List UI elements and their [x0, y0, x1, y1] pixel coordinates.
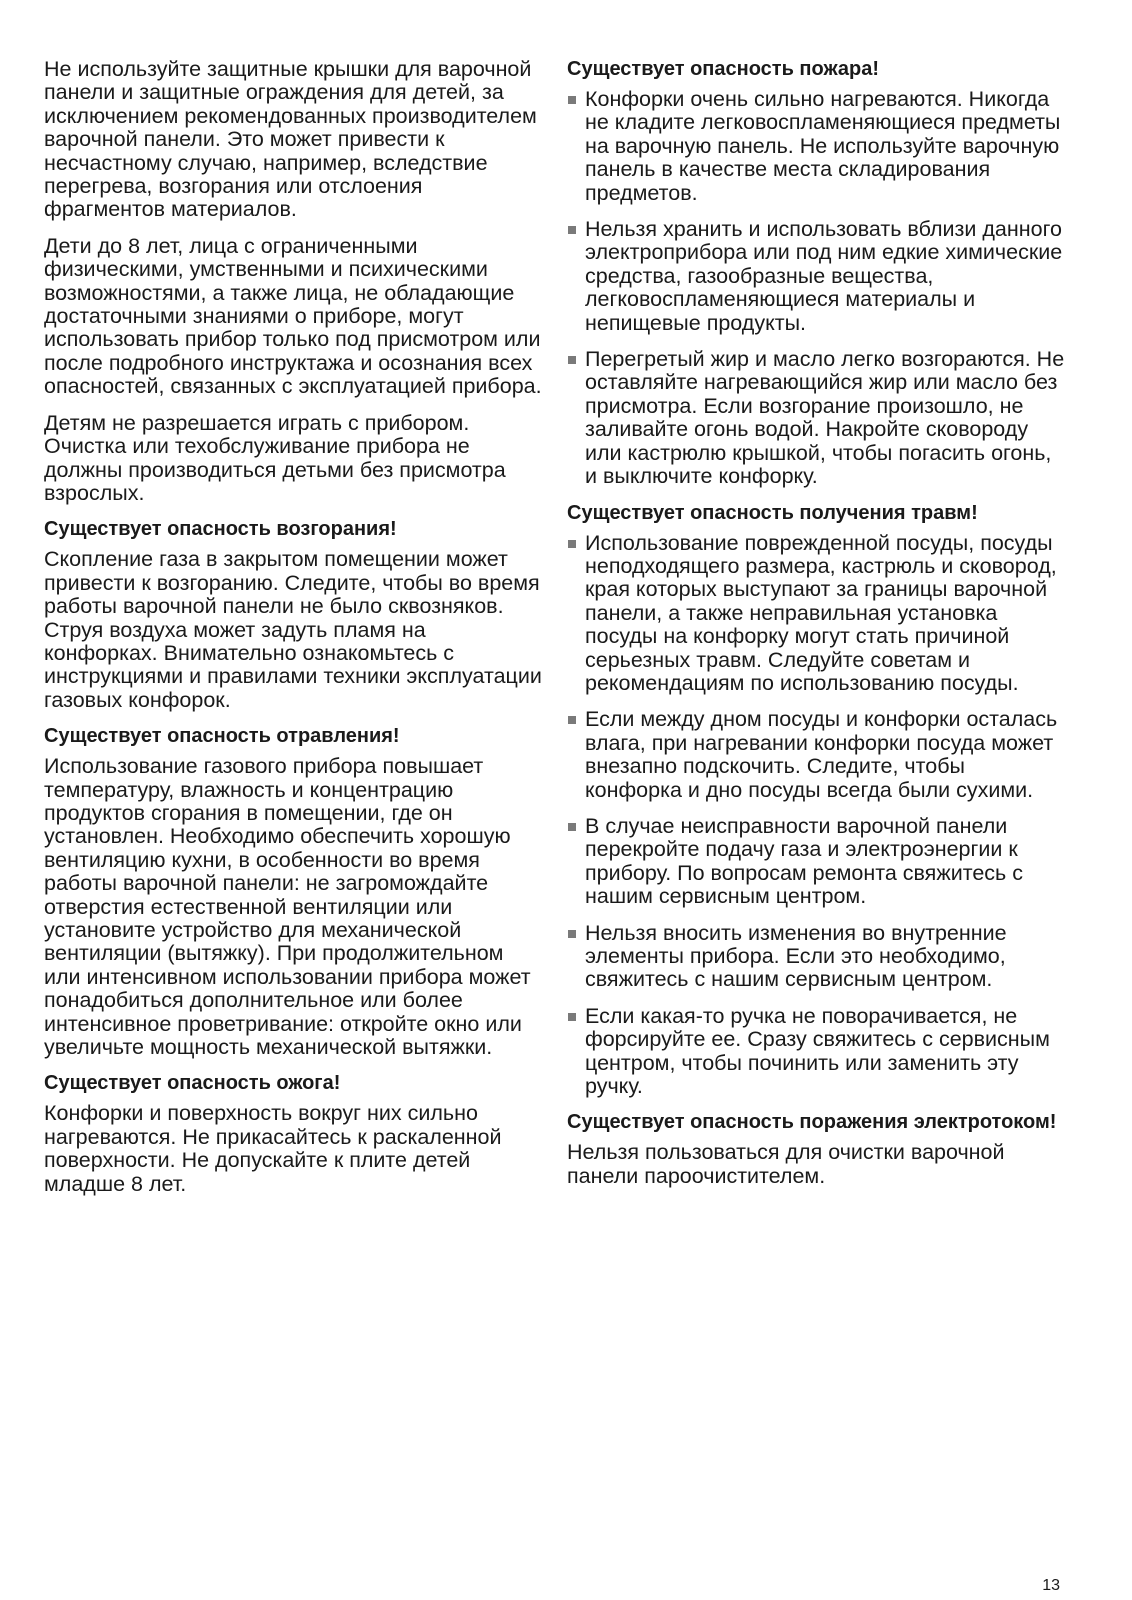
- bullet-square-icon: [568, 96, 576, 104]
- list-item: [567, 815, 1067, 909]
- bullet-square-icon: [568, 823, 576, 831]
- list-item: [567, 88, 1067, 205]
- page-number: 13: [1042, 1577, 1060, 1594]
- bullet-square-icon: [568, 1013, 576, 1021]
- list-item-text: Конфорки очень сильно нагреваются. Никогда не кладите легковоспламеняющиеся предметы на варочную панель. Не используйте варочную панель в качестве места складирования предметов.: [585, 87, 1061, 205]
- heading-injury-danger: Существует опасность получения травм!: [567, 501, 978, 524]
- heading-burn-danger: Существует опасность ожога!: [44, 1072, 341, 1095]
- left-column: [44, 58, 544, 1209]
- paragraph-protective-covers: Не используйте защитные крышки для варочной панели и защитные ограждения для детей, за исключением рекомендованных производителем варочной панели. Это может привести к несчастному случаю, например, вследствие перегрева, возгорания или отслоения фрагментов материалов.: [44, 57, 537, 222]
- list-item-text: Если какая-то ручка не поворачивается, не форсируйте ее. Сразу свяжитесь с сервисным центром, чтобы починить или заменить эту ручку.: [585, 1003, 1050, 1099]
- paragraph-poisoning: Использование газового прибора повышает температуру, влажность и концентрацию продуктов сгорания в помещении, где он установлен. Необходимо обеспечить хорошую вентиляцию кухни, в особенности во время работы варочной панели: не загромождайте отверстия естественной вентиляции или установите устройство для механической вентиляции (вытяжку). При продолжительном или интенсивном использовании прибора может понадобиться дополнительное или более интенсивное проветривание: откройте окно или увеличьте мощность механической вытяжки.: [44, 754, 531, 1060]
- bullet-square-icon: [568, 540, 576, 548]
- heading-ignition-danger: Существует опасность возгорания!: [44, 518, 397, 541]
- bullet-square-icon: [568, 716, 576, 724]
- bullet-square-icon: [568, 930, 576, 938]
- list-item: [567, 708, 1067, 802]
- paragraph-burn: Конфорки и поверхность вокруг них сильно нагреваются. Не прикасайтесь к раскаленной поверхности. Не допускайте к плите детей младше 8 лет.: [44, 1101, 502, 1196]
- paragraph-steam-cleaner: Нельзя пользоваться для очистки варочной панели пароочистителем.: [567, 1140, 1005, 1188]
- paragraph-children-play: Детям не разрешается играть с прибором. Очистка или техобслуживание прибора не должны производиться детьми без присмотра взрослых.: [44, 410, 506, 505]
- bullet-square-icon: [568, 356, 576, 364]
- fire-list: [567, 88, 1067, 489]
- list-item: [567, 218, 1067, 335]
- right-column: [567, 58, 1067, 1201]
- heading-poisoning-danger: Существует опасность отравления!: [44, 725, 400, 748]
- bullet-square-icon: [568, 226, 576, 234]
- heading-fire-danger: Существует опасность пожара!: [567, 58, 880, 80]
- list-item-text: Перегретый жир и масло легко возгораются. Не оставляйте нагревающийся жир или масло без присмотра. Если возгорание произошло, не заливайте огонь водой. Накройте сковороду или кастрюлю крышкой, чтобы погасить огонь, и выключите конфорку.: [585, 347, 1065, 489]
- list-item: [567, 922, 1067, 992]
- list-item-text: В случае неисправности варочной панели перекройте подачу газа и электроэнергии к прибору. По вопросам ремонта свяжитесь с нашим сервисным центром.: [585, 813, 1023, 909]
- paragraph-children-supervision: Дети до 8 лет, лица с ограниченными физическими, умственными и психическими возможностями, а также лица, не обладающие достаточными знаниями о приборе, могут использовать прибор только под присмотром или после подробного инструктажа и осознания всех опасностей, связанных с эксплуатацией прибора.: [44, 233, 542, 399]
- list-item: [567, 348, 1067, 488]
- list-item-text: Если между дном посуды и конфорки осталась влага, при нагревании конфорки посуда может внезапно подскочить. Следите, чтобы конфорка и дно посуды всегда были сухими.: [585, 707, 1058, 802]
- injury-list: [567, 532, 1067, 1099]
- heading-electric-shock-danger: Существует опасность поражения электротоком!: [567, 1111, 1057, 1134]
- list-item-text: Использование поврежденной посуды, посуды неподходящего размера, кастрюль и сковород, края которых выступают за границы варочной панели, а также неправильная установка посуды на конфорку могут стать причиной серьезных травм. Следуйте советам и рекомендациям по использованию посуды.: [585, 530, 1057, 695]
- list-item-text: Нельзя хранить и использовать вблизи данного электроприбора или под ним едкие химические средства, газообразные вещества, легковоспламеняющиеся материалы и непищевые продукты.: [585, 217, 1063, 335]
- list-item-text: Нельзя вносить изменения во внутренние элементы прибора. Если это необходимо, свяжитесь с нашим сервисным центром.: [585, 920, 1007, 992]
- list-item: [567, 1005, 1067, 1099]
- paragraph-ignition: Скопление газа в закрытом помещении может привести к возгоранию. Следите, чтобы во время работы варочной панели не было сквозняков. Струя воздуха может задуть пламя на конфорках. Внимательно ознакомьтесь с инструкциями и правилами техники эксплуатации газовых конфорок.: [44, 547, 542, 712]
- list-item: [567, 532, 1067, 696]
